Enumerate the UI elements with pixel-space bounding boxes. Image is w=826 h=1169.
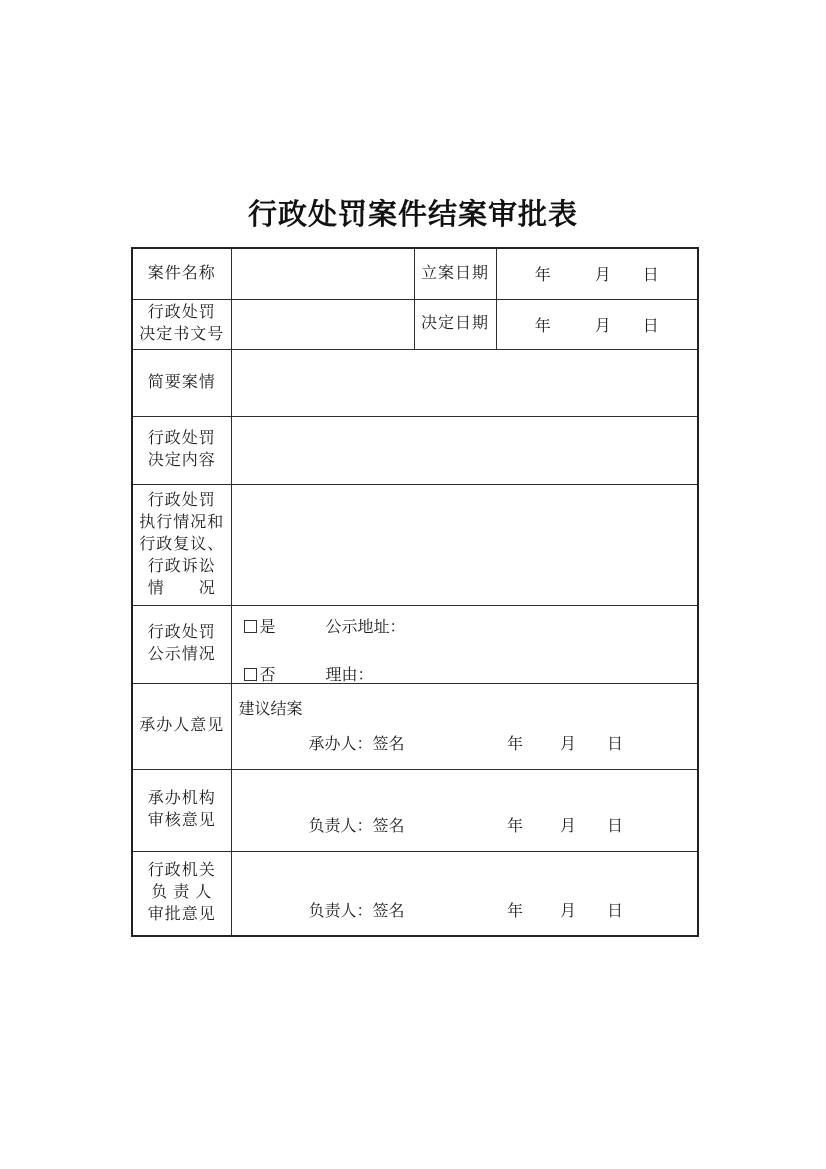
- filing-date-label: 立案日期: [414, 248, 496, 299]
- handler-signature-label: 承办人：签名: [308, 736, 405, 753]
- leader-signature-line[interactable]: [232, 898, 698, 921]
- document-title: 行政处罚案件结案审批表: [247, 199, 578, 231]
- decision-date-year-word: 年: [534, 317, 551, 335]
- leader-sign-date: 年 月 日: [506, 902, 623, 920]
- agency-signature-label: 负责人：签名: [308, 818, 405, 835]
- agency-review-label: 承办机构 审核意见: [132, 769, 231, 851]
- publicity-label: 行政处罚 公示情况: [132, 605, 231, 683]
- row-decision-content: [132, 416, 698, 484]
- row-case-name: [132, 248, 698, 299]
- agency-sign-date: 年 月 日: [506, 818, 623, 835]
- leader-signature-label: 负责人：签名: [308, 902, 405, 920]
- row-decision-doc-no: [132, 299, 698, 349]
- handler-opinion-value-cell: [231, 683, 698, 769]
- checkbox-no-icon[interactable]: [244, 668, 257, 681]
- decision-date-value-cell[interactable]: [496, 299, 698, 349]
- decision-content-label: 行政处罚 决定内容: [132, 416, 231, 484]
- leader-approval-label: 行政机关 负 责 人 审批意见: [132, 851, 231, 936]
- publicity-value-cell: [231, 605, 698, 683]
- case-name-label: 案件名称: [132, 248, 231, 299]
- decision-date-day-word: 日: [642, 317, 659, 335]
- handler-signature-line[interactable]: [232, 731, 698, 754]
- execution-status-value-cell[interactable]: [231, 484, 698, 605]
- case-name-value-cell[interactable]: [231, 248, 414, 299]
- row-execution-status: [132, 484, 698, 605]
- publicity-address-label: 公示地址：: [325, 619, 406, 636]
- decision-doc-no-value-cell[interactable]: [231, 299, 414, 349]
- decision-date-month-word: 月: [594, 317, 611, 335]
- publicity-no-line: [244, 662, 698, 685]
- handler-sign-date: 年 月 日: [506, 736, 623, 753]
- decision-content-value-cell[interactable]: [231, 416, 698, 484]
- handler-opinion-label: 承办人意见: [132, 683, 231, 769]
- agency-signature-line[interactable]: [232, 813, 698, 836]
- case-brief-label: 简要案情: [132, 349, 231, 416]
- filing-date-year-word: 年: [534, 267, 551, 285]
- execution-status-label: 行政处罚 执行情况和 行政复议、 行政诉讼 情 况: [132, 484, 231, 605]
- row-handler-opinion: [132, 683, 698, 769]
- publicity-no-label: 否: [259, 667, 276, 684]
- row-case-brief: [132, 349, 698, 416]
- leader-approval-value-cell: [231, 851, 698, 936]
- row-publicity: [132, 605, 698, 683]
- row-agency-review: [132, 769, 698, 851]
- filing-date-value-cell[interactable]: [496, 248, 698, 299]
- filing-date-month-word: 月: [594, 267, 611, 285]
- case-brief-value-cell[interactable]: [231, 349, 698, 416]
- handler-suggestion-text: 建议结案: [238, 701, 303, 718]
- approval-form-table: [131, 247, 699, 937]
- row-leader-approval: [132, 851, 698, 936]
- decision-doc-no-label: 行政处罚 决定书文号: [132, 299, 231, 349]
- agency-review-value-cell: [231, 769, 698, 851]
- filing-date-day-word: 日: [642, 267, 659, 285]
- publicity-yes-line: [244, 614, 698, 637]
- publicity-reason-label: 理由：: [325, 667, 374, 684]
- publicity-yes-label: 是: [259, 619, 276, 636]
- checkbox-yes-icon[interactable]: [244, 620, 257, 633]
- decision-date-label: 决定日期: [414, 299, 496, 349]
